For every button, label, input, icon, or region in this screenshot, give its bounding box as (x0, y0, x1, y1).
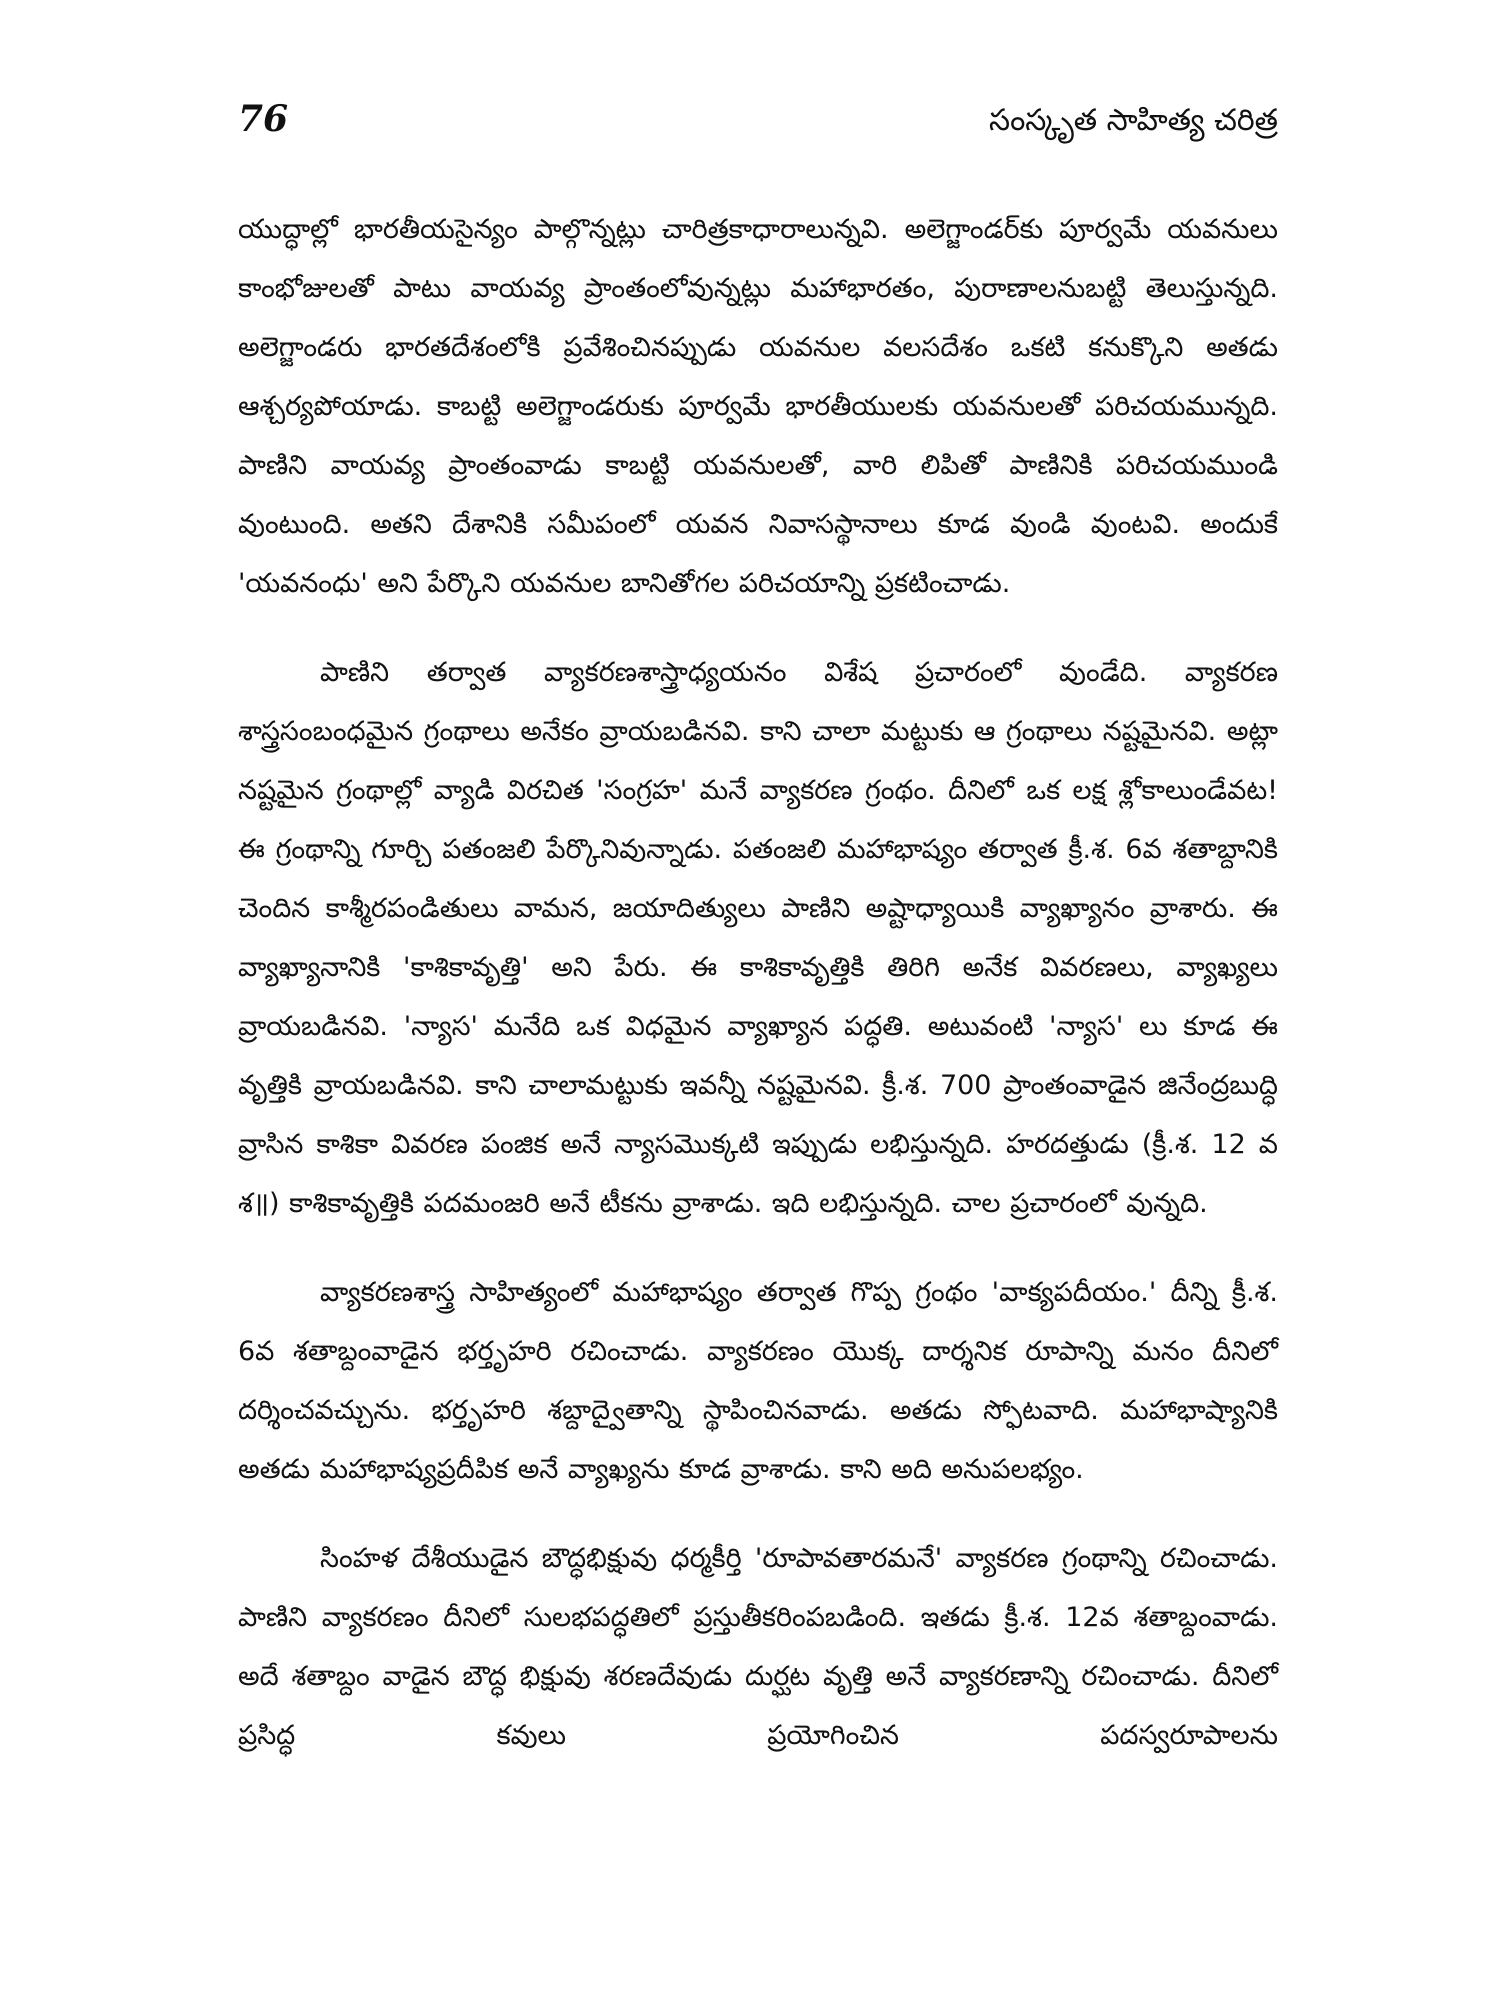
running-header (238, 95, 1278, 155)
page-number: 76 (238, 98, 289, 140)
paragraph-rupavatara: సింహళ దేశీయుడైన బౌద్ధభిక్షువు ధర్మకీర్తి 'రూపావతారమనే' వ్యాకరణ గ్రంథాన్ని రచించాడు. పాణిని వ్యాకరణం దీనిలో సులభపద్ధతిలో ప్రస్తుతీకరింపబడింది. ఇతడు క్రీ.శ. 12వ శతాబ్దంవాడు. అదే శతాబ్దం వాడైన బౌద్ధ భిక్షువు శరణదేవుడు దుర్ఘట వృత్తి అనే వ్యాకరణాన్ని రచించాడు. దీనిలో ప్రసిద్ధ కవులు ప్రయోగించిన పదస్వరూపాలను (238, 1543, 1278, 1751)
book-title: సంస్కృత సాహిత్య చరిత్ర (989, 103, 1278, 138)
paragraph-greek-contact: యుద్ధాల్లో భారతీయసైన్యం పాల్గొన్నట్లు చారిత్రకాధారాలున్నవి. అలెగ్జాండర్‌కు పూర్వమే యవనులు కాంభోజులతో పాటు వాయవ్య ప్రాంతంలోవున్నట్లు మహాభారతం, పురాణాలనుబట్టి తెలుస్తున్నది. అలెగ్జాండరు భారతదేశంలోకి ప్రవేశించినప్పుడు యవనుల వలసదేశం ఒకటి కనుక్కొని అతడు ఆశ్చర్యపోయాడు. కాబట్టి అలెగ్జాండరుకు పూర్వమే భారతీయులకు యవనులతో పరిచయమున్నది. పాణిని వాయవ్య ప్రాంతంవాడు కాబట్టి యవనులతో, వారి లిపితో పాణినికి పరిచయముండి వుంటుంది. అతని దేశానికి సమీపంలో యవన నివాసస్థానాలు కూడ వుండి వుంటవి. అందుకే 'యవనంధు' అని పేర్కొని యవనుల బానితోగల పరిచయాన్ని ప్రకటించాడు. (238, 214, 1278, 599)
body-text (238, 200, 1278, 1765)
paragraph-vakyapadiyam: వ్యాకరణశాస్త్ర సాహిత్యంలో మహాభాష్యం తర్వాత గొప్ప గ్రంథం 'వాక్యపదీయం.' దీన్ని క్రీ.శ. 6వ శతాబ్దంవాడైన భర్తృహరి రచించాడు. వ్యాకరణం యొక్క దార్శనిక రూపాన్ని మనం దీనిలో దర్శించవచ్చును. భర్తృహరి శబ్దాద్వైతాన్ని స్థాపించినవాడు. అతడు స్ఫోటవాది. మహాభాష్యానికి అతడు మహాభాష్యప్రదీపిక అనే వ్యాఖ్యను కూడ వ్రాశాడు. కాని అది అనుపలభ్యం. (238, 1277, 1278, 1485)
paragraph-grammar-after-panini: పాణిని తర్వాత వ్యాకరణశాస్త్రాధ్యయనం విశేష ప్రచారంలో వుండేది. వ్యాకరణ శాస్త్రసంబంధమైన గ్రంథాలు అనేకం వ్రాయబడినవి. కాని చాలా మట్టుకు ఆ గ్రంథాలు నష్టమైనవి. అట్లా నష్టమైన గ్రంథాల్లో వ్యాడి విరచిత 'సంగ్రహ' మనే వ్యాకరణ గ్రంథం. దీనిలో ఒక లక్ష శ్లోకాలుండేవట! ఈ గ్రంథాన్ని గూర్చి పతంజలి పేర్కొనివున్నాడు. పతంజలి మహాభాష్యం తర్వాత క్రీ.శ. 6వ శతాబ్దానికి చెందిన కాశ్మీరపండితులు వామన, జయాదిత్యులు పాణిని అష్టాధ్యాయికి వ్యాఖ్యానం వ్రాశారు. ఈ వ్యాఖ్యానానికి 'కాశికావృత్తి' అని పేరు. ఈ కాశికావృత్తికి తిరిగి అనేక వివరణలు, వ్యాఖ్యలు వ్రాయబడినవి. 'న్యాస' మనేది ఒక విధమైన వ్యాఖ్యాన పద్ధతి. అటువంటి 'న్యాస' లు కూడ ఈ వృత్తికి వ్రాయబడినవి. కాని చాలామట్టుకు ఇవన్నీ నష్టమైనవి. క్రీ.శ. 700 ప్రాంతంవాడైన జినేంద్రబుద్ధి వ్రాసిన కాశికా వివరణ పంజిక అనే న్యాసమొక్కటి ఇప్పుడు లభిస్తున్నది. హరదత్తుడు (క్రీ.శ. 12 వ శ॥) కాశికావృత్తికి పదమంజరి అనే టీకను వ్రాశాడు. ఇది లభిస్తున్నది. చాల ప్రచారంలో వున్నది. (238, 657, 1278, 1219)
